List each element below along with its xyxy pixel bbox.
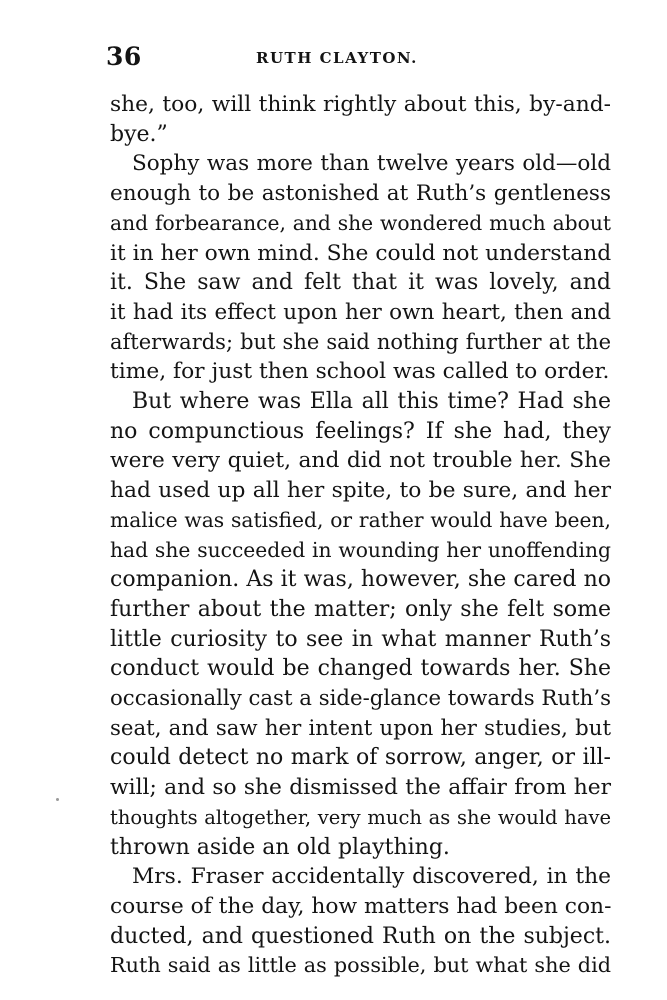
text-line: thoughts altogether, very much as she would have	[110, 805, 611, 829]
page-number: 36	[106, 42, 142, 71]
text-line: had used up all her spite, to be sure, and her	[110, 478, 611, 504]
text-line: she, too, will think rightly about this, by-and-	[110, 92, 611, 117]
text-line: Sophy was more than twelve years old—old	[132, 151, 611, 177]
body-text	[110, 90, 611, 981]
text-line: could detect no mark of sorrow, anger, or ill-	[110, 745, 611, 771]
text-line: afterwards; but she said nothing further at the	[110, 329, 611, 354]
text-line: further about the matter; only she felt some	[110, 596, 611, 622]
text-line: ducted, and questioned Ruth on the subject.	[110, 923, 611, 949]
text-line: will; and so she dismissed the affair from her	[110, 775, 611, 801]
text-line: thrown aside an old plaything.	[110, 834, 450, 860]
text-line: conduct would be changed towards her. She	[110, 656, 611, 682]
text-line: Ruth said as little as possible, but what she did	[110, 953, 611, 978]
text-line: no compunctious feelings? If she had, they	[110, 418, 611, 444]
text-line: it in her own mind. She could not understand	[110, 240, 612, 266]
text-line: time, for just then school was called to order.	[110, 359, 610, 385]
running-head: RUTH CLAYTON.	[256, 49, 418, 67]
text-line: it. She saw and felt that it was lovely, and	[110, 270, 611, 296]
text-line: course of the day, how matters had been con-	[110, 893, 612, 919]
text-line: seat, and saw her intent upon her studies, but	[110, 715, 611, 741]
text-line: Mrs. Fraser accidentally discovered, in the	[132, 864, 611, 890]
text-line: bye.”	[110, 121, 168, 147]
page-header	[106, 42, 611, 78]
text-line: companion. As it was, however, she cared no	[110, 567, 611, 593]
text-line: and forbearance, and she wondered much about	[110, 210, 611, 235]
text-line: occasionally cast a side-glance towards Ruth’s	[110, 686, 611, 712]
ink-speck	[56, 798, 59, 801]
text-line: it had its effect upon her own heart, then and	[110, 299, 611, 325]
text-line: But where was Ella all this time? Had she	[132, 389, 611, 415]
text-line: little curiosity to see in what manner Ruth’s	[110, 626, 611, 652]
text-line: enough to be astonished at Ruth’s gentleness	[110, 181, 611, 207]
text-line: malice was satisfied, or rather would have been,	[110, 507, 611, 532]
text-line: were very quiet, and did not trouble her. She	[110, 448, 611, 474]
text-line: had she succeeded in wounding her unoffending	[110, 537, 611, 562]
